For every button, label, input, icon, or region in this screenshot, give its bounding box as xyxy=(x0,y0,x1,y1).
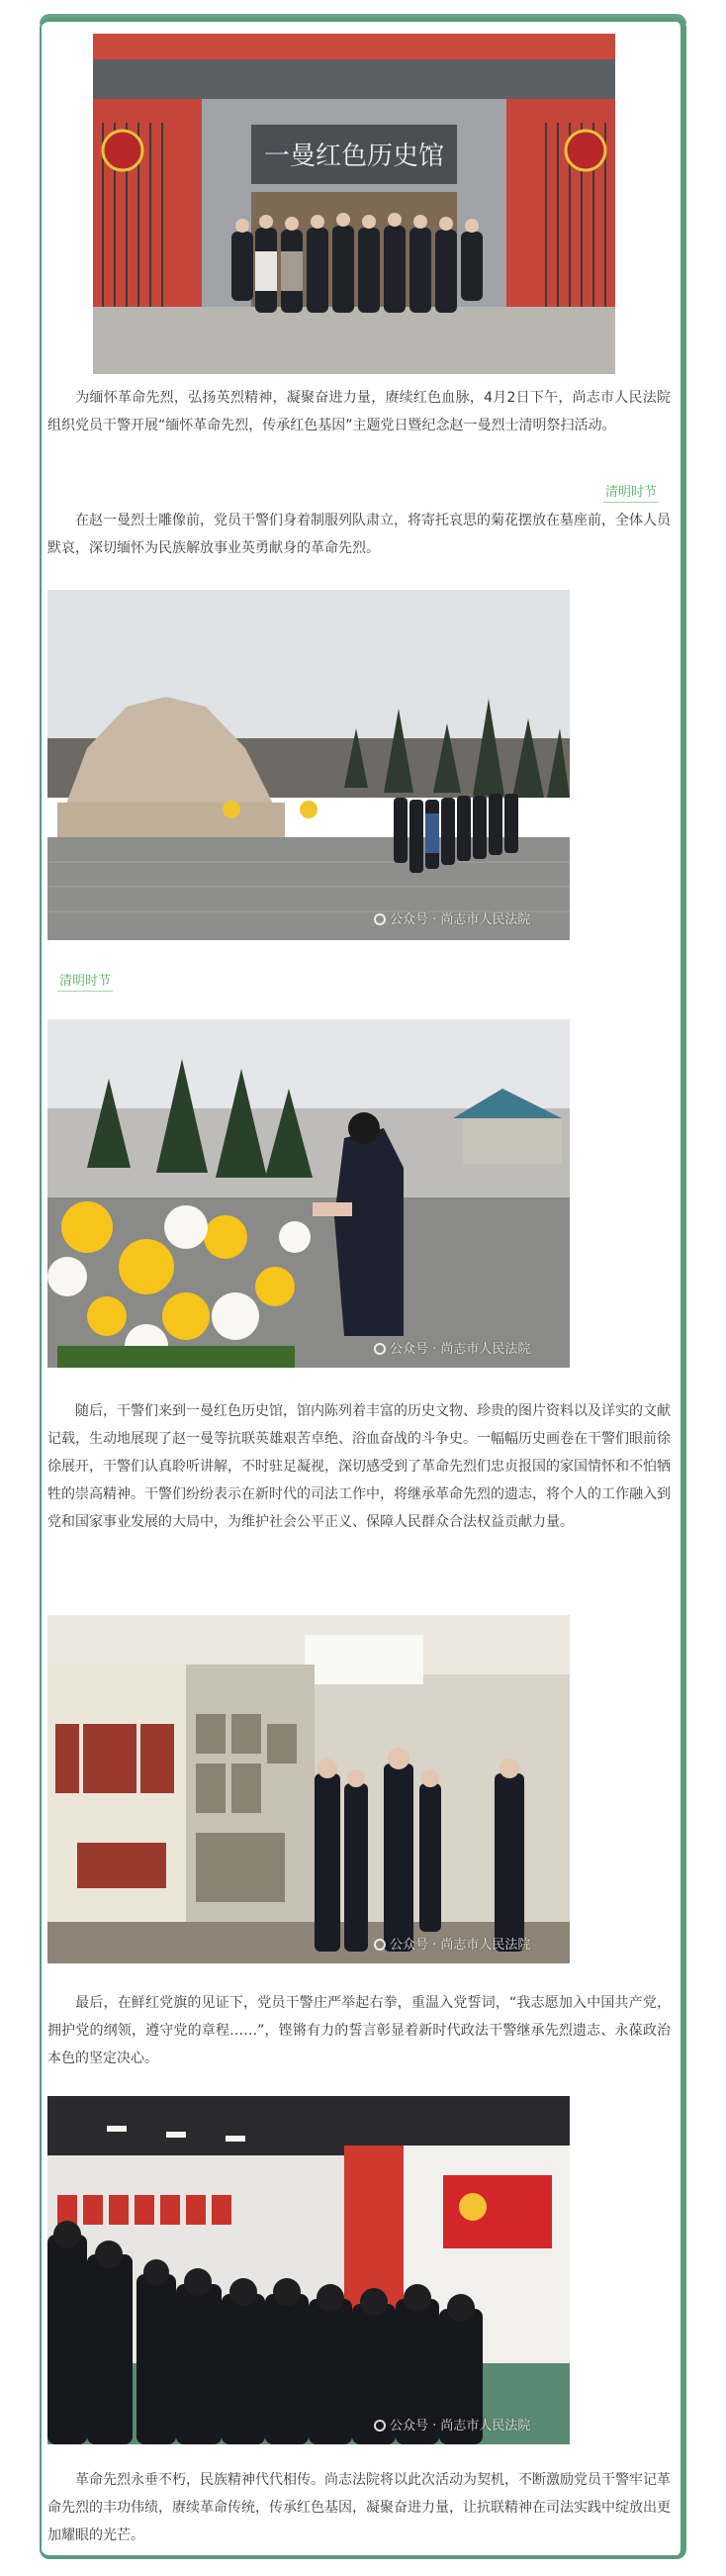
paragraph-closing xyxy=(47,2466,671,2549)
paragraph-museum-text: 随后，干警们来到一曼红色历史馆，馆内陈列着丰富的历史文物、珍贵的图片资料以及详实的文献记载，生动地展现了赵一曼等抗联英雄艰苦卓绝、浴血奋战的斗争史。一幅幅历史画卷在干警们眼前徐徐展开，干警们认真聆听讲解，不时驻足凝视，深切感受到了革命先烈们忠贞报国的家国情怀和不怕牺牲的崇高精神。干警们纷纷表示在新时代的司法工作中，将继承革命先烈的遗志，将个人的工作融入到党和国家事业发展的大局中，为维护社会公平正义、保障人民群众合法权益贡献力量。 xyxy=(47,1403,671,1530)
photo-watermark-4 xyxy=(374,1934,530,1953)
paragraph-oath-text: 最后，在鲜红党旗的见证下，党员干警庄严举起右拳，重温入党誓词，“我志愿加入中国共产党，拥护党的纲领，遵守党的章程……”，铿锵有力的誓言彰显着新时代政法干警继承先烈遗志、永葆政治本色的坚定决心。 xyxy=(47,1995,671,2066)
photo-flowers-image xyxy=(47,1019,570,1368)
photo-watermark-2 xyxy=(374,908,530,927)
paragraph-museum xyxy=(47,1397,671,1536)
photo-museum-image xyxy=(47,1615,570,1963)
watermark-text: 公众号 · 尚志市人民法院 xyxy=(390,2419,531,2433)
memorial-hall-sign: 一曼红色历史馆 xyxy=(263,142,445,171)
watermark-text: 公众号 · 尚志市人民法院 xyxy=(390,1938,531,1953)
photo-memorial-hall-group xyxy=(93,34,615,374)
paragraph-oath xyxy=(47,1989,671,2072)
photo-watermark-3 xyxy=(374,1338,530,1357)
wechat-icon xyxy=(374,2420,386,2432)
paragraph-tribute xyxy=(47,507,671,562)
paragraph-closing-text: 革命先烈永垂不朽，民族精神代代相传。尚志法院将以此次活动为契机，不断激励党员干警牢记革命先烈的丰功伟绩，赓续革命传统，传承红色基因，凝聚奋进力量，让抗联精神在司法实践中绽放出更加耀眼的光芒。 xyxy=(47,2472,671,2543)
paragraph-tribute-text: 在赵一曼烈士雕像前，党员干警们身着制服列队肃立，将寄托哀思的菊花摆放在墓座前，全体人员默哀，深切缅怀为民族解放事业英勇献身的革命先烈。 xyxy=(47,513,671,556)
wechat-icon xyxy=(374,913,386,925)
photo-chrysanthemum-offering xyxy=(47,1019,570,1368)
paragraph-intro xyxy=(47,384,671,439)
photo-museum-visit xyxy=(47,1615,570,1963)
tag-qingming-1: 清明时节 xyxy=(603,481,659,503)
photo-statue-tribute xyxy=(47,590,570,940)
photo-oath-image xyxy=(47,2096,570,2444)
photo-statue-image xyxy=(47,590,570,940)
photo-memorial-hall-image xyxy=(93,34,615,374)
photo-watermark-5 xyxy=(374,2415,530,2433)
photo-oath-ceremony xyxy=(47,2096,570,2444)
paragraph-intro-text: 为缅怀革命先烈，弘扬英烈精神，凝聚奋进力量，赓续红色血脉，4月2日下午，尚志市人民法院组织党员干警开展“缅怀革命先烈，传承红色基因”主题党日暨纪念赵一曼烈士清明祭扫活动。 xyxy=(47,390,671,433)
wechat-icon xyxy=(374,1939,386,1951)
watermark-text: 公众号 · 尚志市人民法院 xyxy=(390,912,531,927)
tag-qingming-2: 清明时节 xyxy=(57,970,113,992)
wechat-icon xyxy=(374,1343,386,1355)
watermark-text: 公众号 · 尚志市人民法院 xyxy=(390,1342,531,1357)
